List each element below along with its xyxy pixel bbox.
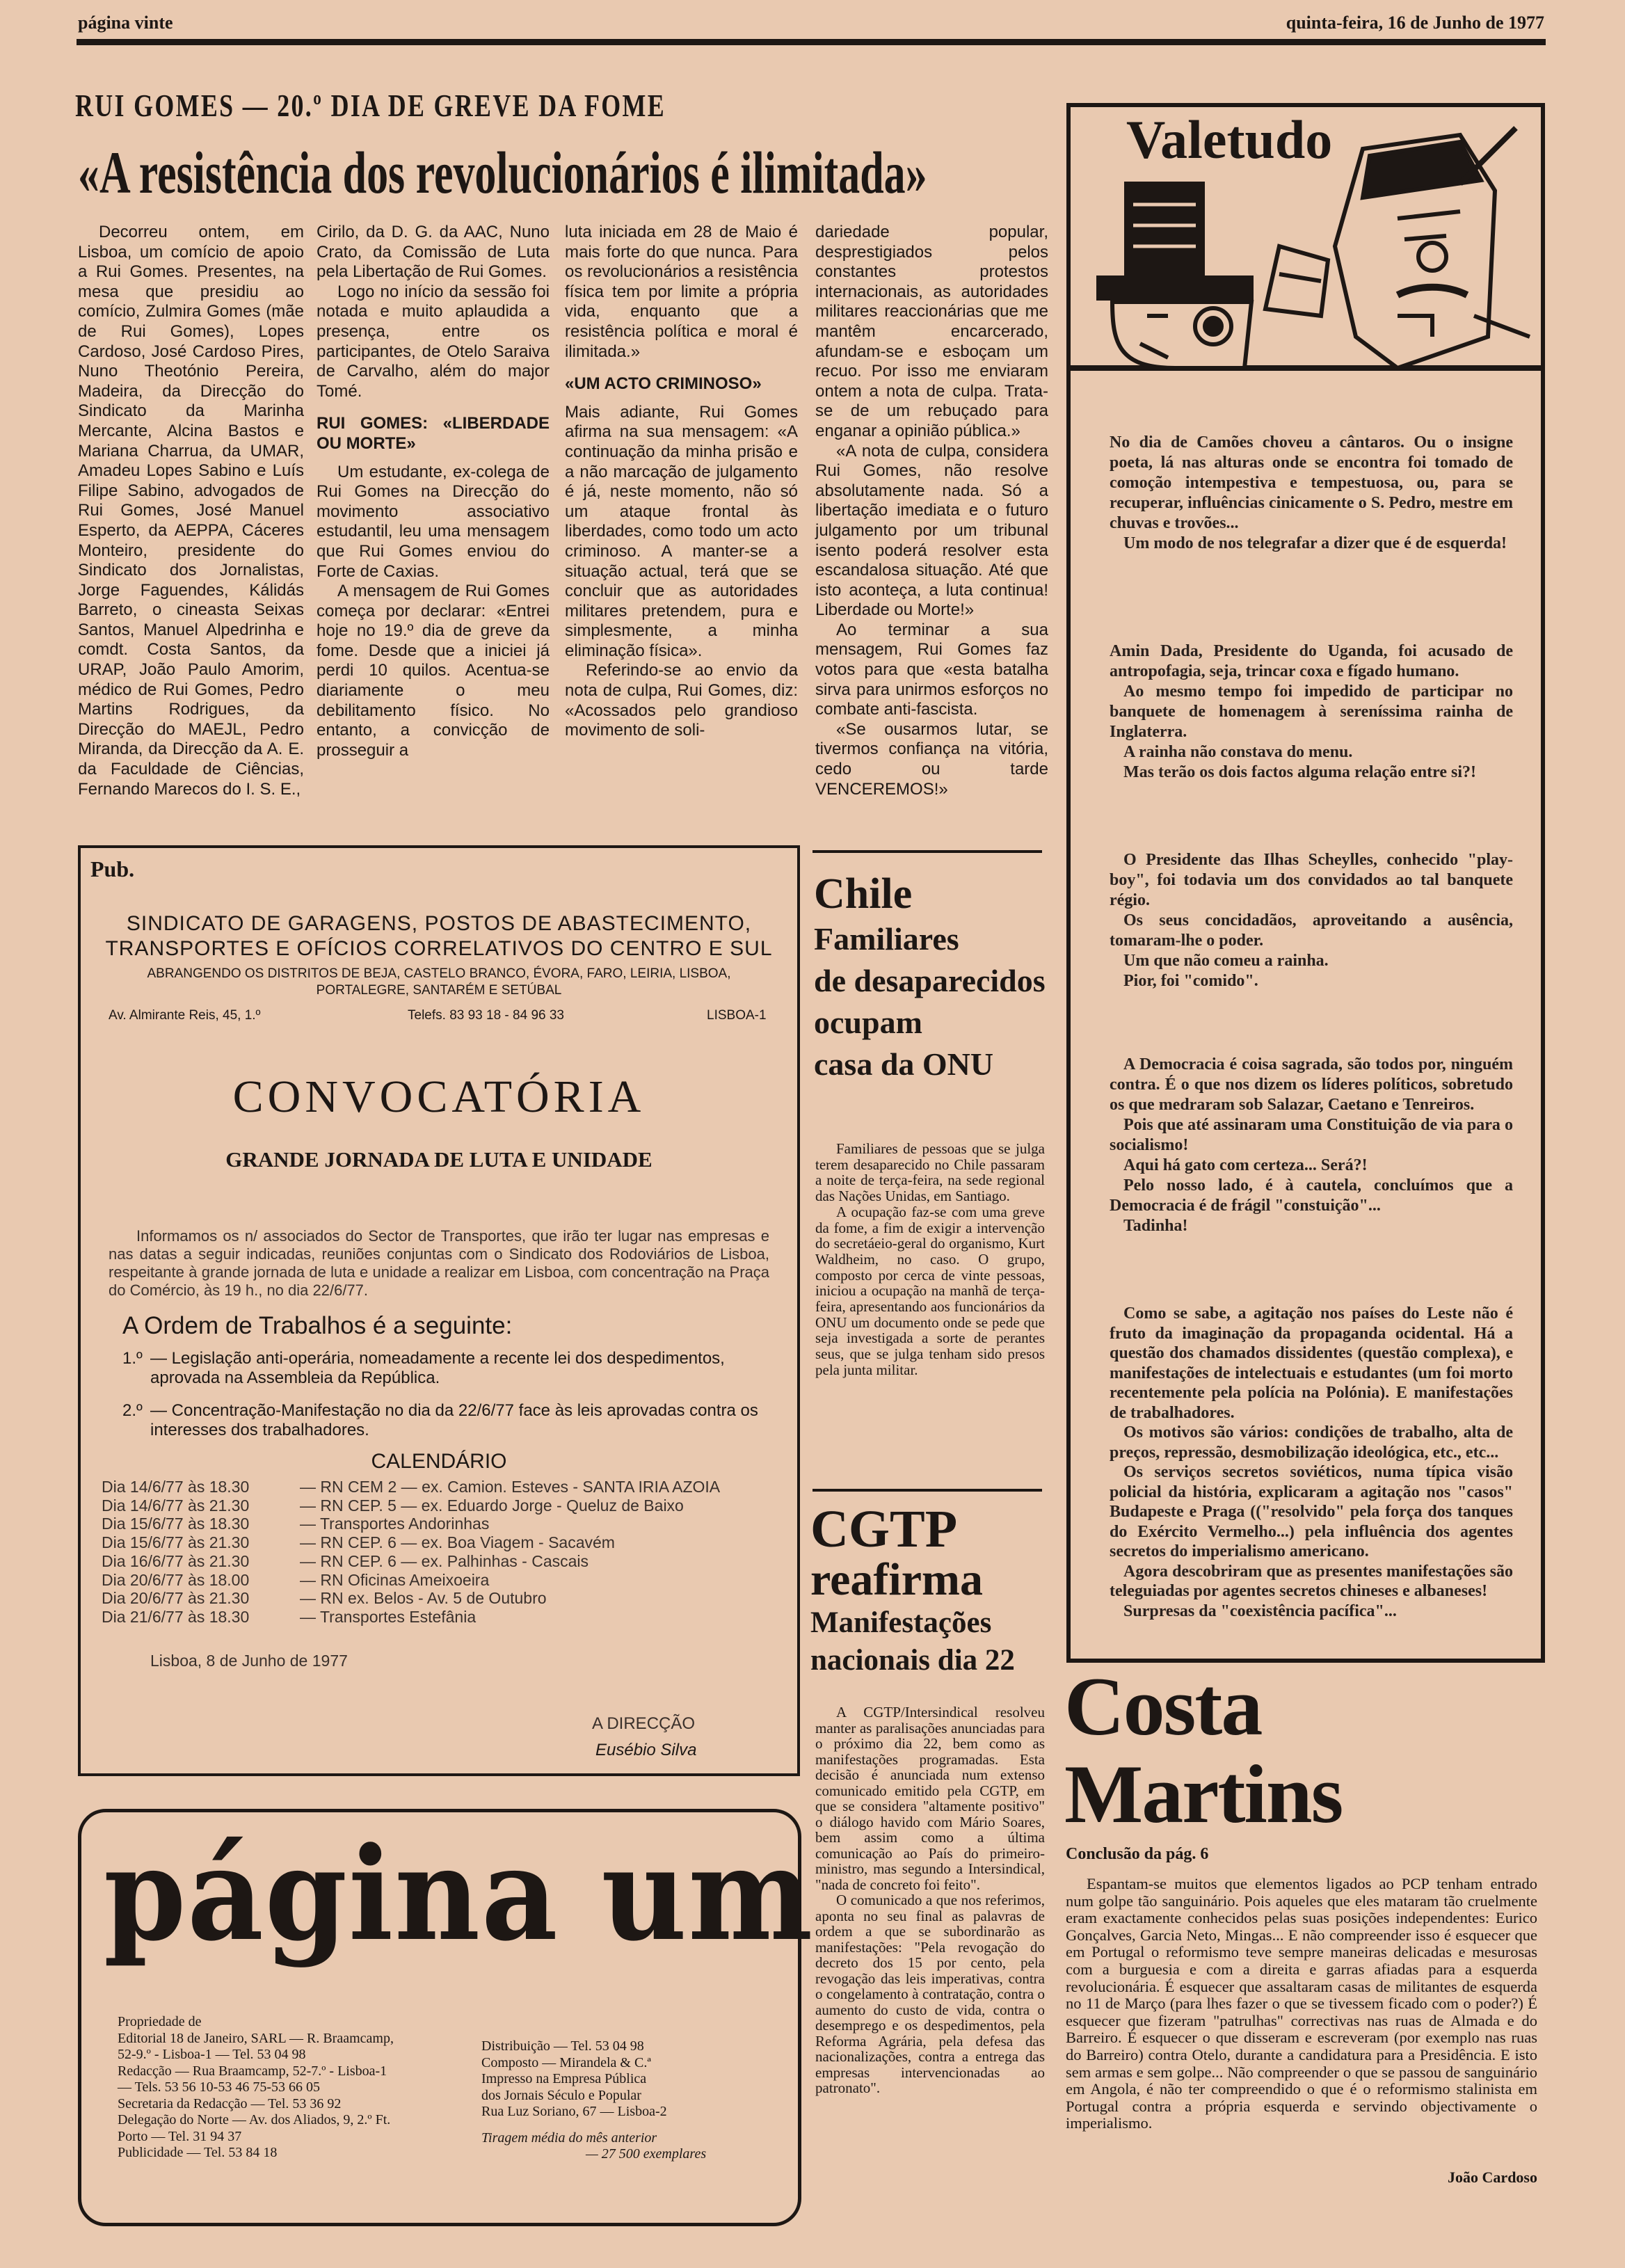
ad-districts-line-2: PORTALEGRE, SANTARÉM E SETÚBAL	[316, 983, 562, 998]
valetudo-line: Ao mesmo tempo foi impedido de participar no banquete de homenagem à sereníssima rainha de Inglaterra.	[1110, 682, 1513, 741]
lead-paragraph: Referindo-se ao envio da nota de culpa, Rui Gomes, diz: «Acossados pelo grandioso movimento de soli-	[565, 661, 798, 740]
masthead-left-info	[118, 2014, 394, 2162]
ad-city: LISBOA-1	[707, 1008, 767, 1023]
masthead-info-line: — Tels. 53 56 10-53 46 75-53 66 05	[118, 2079, 320, 2095]
masthead-info-line: Delegação do Norte — Av. dos Aliados, 9, 2.º Ft.	[118, 2112, 391, 2127]
lead-column-2	[317, 223, 550, 760]
valetudo-line: Pois que até assinaram uma Constituição de via para o socialismo!	[1110, 1116, 1513, 1154]
ad-agenda-number: 1.º	[122, 1349, 143, 1368]
chile-title-line: ocupam	[814, 1005, 922, 1040]
ad-agenda-title: A Ordem de Trabalhos é a seguinte:	[122, 1312, 513, 1339]
lead-subheading: «UM ACTO CRIMINOSO»	[565, 374, 762, 394]
chile-title-line: de desaparecidos	[814, 963, 1046, 998]
cgtp-paragraph: O comunicado a que nos referimos, aponta no seu final as palavras de ordem a que se subordinarão as manifestações: "Pela revogação do decreto dos 15 por cento, pela revogação das leis imperativas, contra o congelamento à contratação, contra o aumento do custo de vida, contra o desemprego e os despedimentos, pela Reforma Agrária, pela defesa das nacionalizações, contra a entrega das empresas intervencionadas ao patronato".	[815, 1892, 1045, 2096]
cgtp-title	[810, 1500, 1061, 1679]
calendar-item: — Transportes Estefânia	[300, 1607, 477, 1626]
calendar-row	[102, 1608, 720, 1627]
valetudo-line: Pior, foi "comido".	[1123, 972, 1258, 990]
masthead-info-line: dos Jornais Século e Popular	[481, 2087, 641, 2103]
calendar-date: Dia 20/6/77 às 18.00	[102, 1570, 250, 1589]
lead-paragraph: «A nota de culpa, considera Rui Gomes, não resolve absolutamente nada. Só a libertação imediata e o futuro julgamento por um tribunal isento poderá resolver esta escandalosa situação. Até que isto aconteça, a luta continua! Liberdade ou Morte!»	[815, 441, 1048, 620]
valetudo-line: Aqui há gato com certeza... Será?!	[1123, 1156, 1368, 1174]
valetudo-line: Agora descobriram que as presentes manifestações são teleguiadas por agentes secretos chineses e albaneses!	[1110, 1562, 1513, 1600]
costa-title-line: Martins	[1064, 1748, 1343, 1840]
calendar-date: Dia 21/6/77 às 18.30	[102, 1607, 250, 1626]
ad-org-line-1: SINDICATO DE GARAGENS, POSTOS DE ABASTECIMENTO,	[126, 912, 752, 935]
ad-subtitle: GRANDE JORNADA DE LUTA E UNIDADE	[225, 1147, 653, 1172]
cgtp-title-line: reafirma	[810, 1554, 983, 1605]
calendar-item: — RN CEP. 6 — ex. Boa Viagem - Sacavém	[300, 1533, 615, 1552]
masthead-right-info	[481, 2038, 706, 2163]
valetudo-box	[1066, 103, 1545, 1663]
ad-agenda-number: 2.º	[122, 1401, 143, 1420]
calendar-item: — RN ex. Belos - Av. 5 de Outubro	[300, 1589, 547, 1608]
valetudo-item-1	[1110, 433, 1513, 554]
costa-conclusion: Conclusão da pág. 6	[1066, 1845, 1209, 1863]
calendar-date: Dia 14/6/77 às 21.30	[102, 1496, 250, 1515]
cgtp-title-line: Manifestações	[810, 1606, 992, 1639]
masthead-info-line: Redacção — Rua Braamcamp, 52-7.º - Lisboa-1	[118, 2063, 387, 2079]
calendar-item: — RN CEM 2 — ex. Camion. Esteves - SANTA IRIA AZOIA	[300, 1478, 721, 1496]
lead-subheading: RUI GOMES: «LIBERDADE OU MORTE»	[317, 414, 550, 453]
ad-calendar	[102, 1478, 720, 1627]
chile-body	[815, 1141, 1045, 1378]
calendar-item: — RN CEP. 5 — ex. Eduardo Jorge - Queluz de Baixo	[300, 1496, 684, 1515]
calendar-row	[102, 1533, 720, 1552]
circulation-value: — 27 500 exemplares	[586, 2146, 707, 2162]
cgtp-paragraph: A CGTP/Intersindical resolveu manter as paralisações anunciadas para o próximo dia 22, bem como as manifestações programadas. Esta decisão é anunciada num extenso comunicado emitido pela CGTP, em que se considera "altamente positivo" o diálogo havido com Mário Soares, bem assim como a última comunicação ao País do primeiro-ministro, mas segundo a Intersindical, "nada de concreto foi feito".	[815, 1704, 1045, 1893]
masthead-info-line: Publicidade — Tel. 53 84 18	[118, 2145, 278, 2160]
ad-agenda-text: — Concentração-Manifestação no dia da 22/6/77 face às leis aprovadas contra os interesses dos trabalhadores.	[150, 1401, 758, 1439]
costa-paragraph: Espantam-se muitos que elementos ligados ao PCP tenham entrado num golpe tão sanguinário. Pois aqueles que eles mataram tão cruelmente eram exactamente conhecidos pelas suas posições independentes: Eurico Gonçalves, Garcia Neto, Mingas... E não compreender isso é esquecer que em Portugal o reformismo teve sempre maneiras delicadas e mesurosas com a burguesia e com a direita e garras afiadas para a esquerda revolucionária. É esquecer que assaltaram casas de militantes de esquerda no 11 de Março (para lhes fazer o que se tivessem ficado com o poder?) É esquecer que fizeram "patrulhas" correctivas nas ruas de Almada e do Barreiro. É esquecer o que disseram e escreveram (por exemplo nas ruas do Barreiro) contra Otelo, durante a candidatura para a Presidência. E isto sem armas e sem golpe... Não compreender o que se passou de sanguinário em Angola, é não ter compreendido o que é o reformismo stalinista em Portugal contra a própria esquerda e servindo objectivamente o imperialismo.	[1066, 1875, 1537, 2132]
lead-paragraph: luta iniciada em 28 de Maio é mais forte do que nunca. Para os revolucionários a resistência física tem por limite a própria vida, enquanto que a resistência política e moral é ilimitada.»	[565, 223, 798, 361]
valetudo-line: Os serviços secretos soviéticos, numa típica visão policial da história, explicaram a agitação nos "casos" Budapeste e Praga (("resolvido" pela força dos tanques do Exército Vermelho...) pela influência dos agentes secretos do imperialismo americano.	[1110, 1463, 1513, 1560]
masthead-box	[78, 1809, 815, 2226]
valetudo-line: Mas terão os dois factos alguma relação entre si?!	[1123, 763, 1477, 781]
valetudo-item-5	[1110, 1304, 1513, 1621]
lead-kicker: RUI GOMES — 20.º DIA DE GREVE DA FOME	[75, 88, 666, 123]
lead-column-1	[78, 223, 304, 799]
masthead-info-line: Propriedade de	[118, 2014, 202, 2029]
chile-title-line: casa da ONU	[814, 1046, 994, 1082]
chile-title	[814, 870, 1064, 1085]
valetudo-line: Amin Dada, Presidente do Uganda, foi acusado de antropofagia, seja, trincar coxa e fígado humano.	[1110, 642, 1513, 680]
cgtp-top-rule	[812, 1489, 1042, 1492]
valetudo-item-4	[1110, 1055, 1513, 1236]
chile-title-line: Familiares	[814, 921, 959, 957]
masthead-info-line: Composto — Mirandela & C.ª	[481, 2054, 651, 2070]
valetudo-line: No dia de Camões choveu a cântaros. Ou o insigne poeta, lá nas alturas onde se encontra foi tomado de comoção intempestiva e tempestuosa, ou, para se recuperar, influências cinicamente o S. Pedro, mestre em chuvas e trovões...	[1110, 433, 1513, 532]
calendar-row	[102, 1589, 720, 1608]
masthead-info-line: Secretaria da Redacção — Tel. 53 36 92	[118, 2095, 342, 2111]
valetudo-line: Os seus concidadãos, aproveitando a ausência, tomaram-lhe o poder.	[1110, 911, 1513, 950]
lead-column-4	[815, 223, 1048, 799]
cgtp-title-line: nacionais dia 22	[810, 1644, 1015, 1677]
valetudo-line: A Democracia é coisa sagrada, são todos por, ninguém contra. É o que nos dizem os líderes políticos, sobretudo os que medraram sob Salazar, Caetano e Tenreiros.	[1110, 1055, 1513, 1114]
calendar-item: — RN CEP. 6 — ex. Palhinhas - Cascais	[300, 1551, 589, 1570]
cgtp-title-line: CGTP	[810, 1500, 958, 1558]
ad-phones: Telefs. 83 93 18 - 84 96 33	[408, 1008, 564, 1023]
chile-paragraph: Familiares de pessoas que se julga terem desaparecido no Chile passaram a noite de terça-feira, na sede regional das Nações Unidas, em Santiago.	[815, 1140, 1045, 1205]
valetudo-line: Como se sabe, a agitação nos países do Leste não é fruto da imaginação da propaganda ocidental. Há a questão dos chamados dissidentes (questão complexa), e manifestações de intelectuais e estudantes (um foi morto recentemente pela polícia na Polónia). E manifestações de trabalhadores.	[1110, 1304, 1513, 1422]
valetudo-line: Um que não comeu a rainha.	[1123, 952, 1329, 970]
ad-agenda-1	[122, 1349, 776, 1388]
valetudo-line: Os motivos são vários: condições de trabalho, alta de preços, repressão, desmobilização ideológica, etc., etc...	[1110, 1423, 1513, 1462]
ad-intro: Informamos os n/ associados do Sector de Transportes, que irão ter lugar nas empresas e nas datas a seguir indicadas, reuniões conjuntas com o Sindicato dos Rodoviários de Lisboa, respeitante à grande jornada de luta e unidade a realizar em Lisboa, com concentração na Praça do Comércio, às 19 h., no dia 22/6/77.	[109, 1227, 769, 1299]
lead-paragraph: Decorreu ontem, em Lisboa, um comício de apoio a Rui Gomes. Presentes, na mesa que presidiu ao comício, Zulmira Gomes (mãe de Rui Gomes), Lopes Cardoso, José Cardoso Pires, Nuno Theotónio Pereira, Madeira, da Direcção do Sindicato da Marinha Mercante, Alcina Bastos e Mariana Charrua, da UMAR, Amadeu Lopes Sabino e Luís Filipe Sabino, advogados de Rui Gomes, José Manuel Esperto, da AEPPA, Cáceres Monteiro, presidente do Sindicato dos Jornalistas, Jorge Faguendes, Kálidás Barreto, o cineasta Seixas Santos, Manuel Alpedrinha e comdt. Costa Santos, da URAP, João Paulo Amorim, médico de Rui Gomes, Pedro Martins Rodrigues, da Direcção do MAEJL, Pedro Miranda, da Direcção da A. E. da Faculdade de Ciências, Fernando Marecos do I. S. E.,	[78, 223, 304, 799]
calendar-date: Dia 20/6/77 às 21.30	[102, 1589, 250, 1608]
masthead-info-line: Rua Luz Soriano, 67 — Lisboa-2	[481, 2104, 667, 2119]
ad-title: CONVOCATÓRIA	[232, 1071, 646, 1122]
valetudo-item-2	[1110, 641, 1513, 783]
ad-org-line-2: TRANSPORTES E OFÍCIOS CORRELATIVOS DO CENTRO E SUL	[105, 937, 773, 960]
header-rule	[77, 39, 1546, 45]
lead-paragraph: A mensagem de Rui Gomes começa por declarar: «Entrei hoje no 19.º dia de greve da fome. Desde que a iniciei já perdi 10 quilos. Acentua-se diariamente o meu debilitamento físico. No entanto, a convicção de prosseguir a	[317, 582, 550, 760]
calendar-date: Dia 15/6/77 às 18.30	[102, 1515, 250, 1533]
cgtp-body	[815, 1704, 1045, 2096]
lead-paragraph: Ao terminar a sua mensagem, Rui Gomes faz votos para que «esta batalha sirva para unirmos esforços no combate anti-fascista.	[815, 620, 1048, 719]
ad-signoff: A DIRECÇÃO	[592, 1714, 696, 1733]
lead-headline: «A resistência dos revolucionários é ilimitada»	[78, 139, 927, 206]
calendar-row	[102, 1571, 720, 1590]
masthead-info-line: 52-9.º - Lisboa-1 — Tel. 53 04 98	[118, 2047, 306, 2062]
chile-top-rule	[812, 850, 1042, 853]
ad-agenda-2	[122, 1401, 776, 1440]
convocatoria-ad	[78, 845, 800, 1776]
calendar-row	[102, 1552, 720, 1571]
chile-paragraph: A ocupação faz-se com uma greve da fome, a fim de exigir a intervenção do secretáeio-geral do organismo, Kurt Waldheim, no caso. O grupo, composto por cerca de vinte pessoas, iniciou a ocupação na manhã de terça-feira, apresentando aos funcionários da ONU um documento onde se pede que seja investigada a sorte de perantes seus, que se julga tenham sido presos pela junta militar.	[815, 1203, 1045, 1378]
calendar-row	[102, 1496, 720, 1515]
lead-paragraph: Cirilo, da D. G. da AAC, Nuno Crato, da Comissão de Luta pela Libertação de Rui Gomes.	[317, 223, 550, 282]
calendar-date: Dia 16/6/77 às 21.30	[102, 1551, 250, 1570]
valetudo-item-3	[1110, 850, 1513, 991]
lead-paragraph: Mais adiante, Rui Gomes afirma na sua mensagem: «A continuação da minha prisão e a não marcação de julgamento é já, neste momento, não só um ataque frontal às liberdades, como todo um acto criminoso. A manter-se a situação actual, terá que se concluir que as autoridades militares pretendem, pura e simplesmente, a minha eliminação física».	[565, 402, 798, 660]
valetudo-line: Um modo de nos telegrafar a dizer que é de esquerda!	[1123, 534, 1507, 552]
costa-title	[1064, 1660, 1343, 1840]
masthead-info-line: Impresso na Empresa Pública	[481, 2071, 647, 2086]
lead-paragraph: «Se ousarmos lutar, se tivermos confiança na vitória, cedo ou tarde VENCEREMOS!»	[815, 719, 1048, 799]
costa-body	[1066, 1876, 1537, 2132]
lead-paragraph: Um estudante, ex-colega de Rui Gomes na Direcção do movimento associativo estudantil, leu uma mensagem que Rui Gomes enviou do Forte de Caxias.	[317, 462, 550, 581]
ad-address: Av. Almirante Reis, 45, 1.º	[109, 1008, 261, 1023]
valetudo-line: O Presidente das Ilhas Scheylles, conhecido "play-boy", foi todavia um dos convidados ao tal banquete régio.	[1110, 851, 1513, 909]
masthead-info-line: Editorial 18 de Janeiro, SARL — R. Braamcamp,	[118, 2030, 394, 2046]
calendar-row	[102, 1515, 720, 1533]
lead-paragraph: dariedade popular, desprestigiados pelos constantes protestos internacionais, as autoridades militares reaccionárias que me mantêm encarcerado, afundam-se e esboçam um recuo. Por isso me enviaram ontem a nota de culpa. Trata-se de um rebuçado para enganar a opinião pública.»	[815, 223, 1048, 440]
ad-signature: Eusébio Silva	[595, 1741, 697, 1759]
lead-column-3	[565, 223, 798, 741]
page-label: página vinte	[78, 13, 173, 33]
masthead-info-line: Porto — Tel. 31 94 37	[118, 2128, 242, 2144]
costa-author: João Cardoso	[1448, 2169, 1537, 2186]
circulation-label: Tiragem média do mês anterior	[481, 2130, 657, 2146]
calendar-item: — RN Oficinas Ameixoeira	[300, 1570, 490, 1589]
valetudo-title: Valetudo	[1122, 109, 1336, 171]
ad-label: Pub.	[90, 856, 135, 881]
calendar-row	[102, 1478, 720, 1496]
valetudo-line: A rainha não constava do menu.	[1123, 743, 1353, 761]
calendar-item: — Transportes Andorinhas	[300, 1515, 490, 1533]
costa-title-line: Costa	[1064, 1660, 1262, 1752]
chile-title-line: Chile	[814, 870, 913, 918]
masthead-title: página um	[104, 1819, 815, 1970]
lead-paragraph: Logo no início da sessão foi notada e muito aplaudida a presença, entre os participantes, de Otelo Saraiva de Carvalho, além do major Tomé.	[317, 282, 550, 401]
page-date: quinta-feira, 16 de Junho de 1977	[1286, 13, 1544, 33]
ad-calendar-title: CALENDÁRIO	[371, 1450, 507, 1473]
calendar-date: Dia 14/6/77 às 18.30	[102, 1478, 250, 1496]
ad-place-date: Lisboa, 8 de Junho de 1977	[150, 1652, 348, 1670]
calendar-date: Dia 15/6/77 às 21.30	[102, 1533, 250, 1552]
ad-districts-line-1: ABRANGENDO OS DISTRITOS DE BEJA, CASTELO BRANCO, ÉVORA, FARO, LEIRIA, LISBOA,	[147, 966, 731, 981]
valetudo-line: Surpresas da "coexistência pacífica"...	[1123, 1602, 1397, 1620]
valetudo-line: Tadinha!	[1123, 1217, 1188, 1235]
valetudo-line: Pelo nosso lado, é à cautela, concluímos que a Democracia é de frágil "constuição"...	[1110, 1176, 1513, 1215]
masthead-info-line: Distribuição — Tel. 53 04 98	[481, 2038, 644, 2054]
ad-agenda-text: — Legislação anti-operária, nomeadamente a recente lei dos despedimentos, aprovada na Assembleia da República.	[150, 1349, 725, 1387]
